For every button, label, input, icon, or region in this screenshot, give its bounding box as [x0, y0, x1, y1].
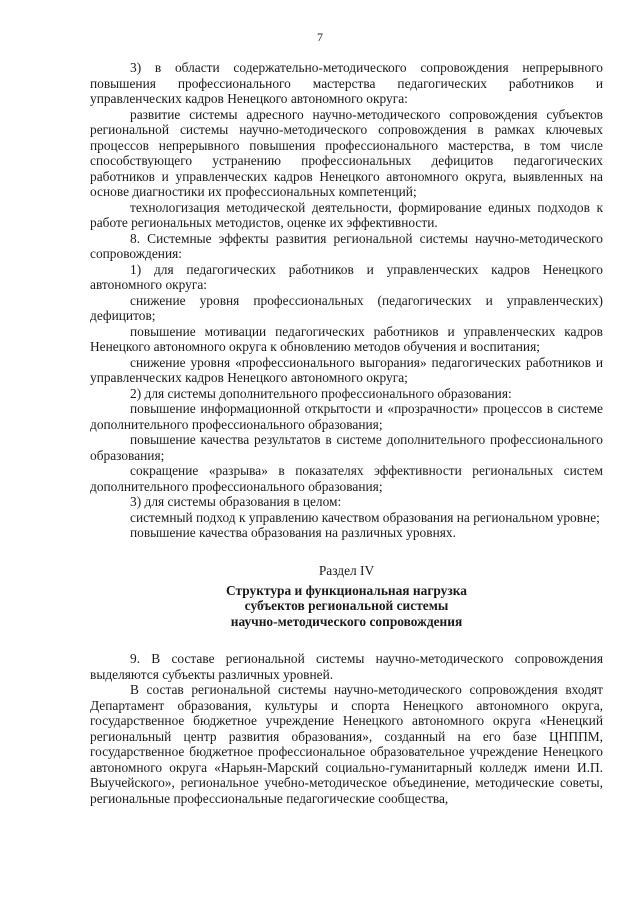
- paragraph: снижение уровня «профессионального выгорания» педагогических работников и управленческих кадров Ненецкого автономного округа;: [90, 354, 603, 385]
- section-label: Раздел IV: [318, 562, 375, 578]
- paragraph: В состав региональной системы научно-методического сопровождения входят Департамент образования, культуры и спорта Ненецкого автономного округа, государственное бюджетное учреждение Ненецкого автономного округа «Ненецкий региональный центр развития образования», созданный на его базе ЦНППМ, государственное бюджетное профессиональное образовательное учреждение Ненецкого автономного округа «Нарьян-Марский социально-гуманитарный колледж имени И.П. Выучейского», региональное учебно-методическое объединение, методические советы, региональные профессиональные педагогические сообщества,: [90, 682, 603, 806]
- paragraph: 2) для системы дополнительного профессионального образования:: [130, 385, 512, 401]
- paragraph: сокращение «разрыва» в показателях эффективности региональных систем дополнительного профессионального образования;: [90, 463, 603, 494]
- paragraph: снижение уровня профессиональных (педагогических и управленческих) дефицитов;: [90, 292, 603, 323]
- paragraph: повышение информационной открытости и «прозрачности» процессов в системе дополнительного профессионального образования;: [90, 401, 603, 432]
- section-body: [90, 651, 603, 806]
- paragraph: 3) в области содержательно-методического сопровождения непрерывного повышения профессионального мастерства педагогических работников и управленческих кадров Ненецкого автономного округа:: [90, 60, 603, 106]
- section-title-line: субъектов региональной системы: [244, 598, 449, 613]
- paragraph: повышение мотивации педагогических работников и управленческих кадров Ненецкого автономного округа к обновлению методов обучения и воспитания;: [90, 323, 603, 354]
- paragraph: технологизация методической деятельности, формирование единых подходов к работе региональных методистов, оценке их эффективности.: [90, 199, 603, 230]
- section-title-line: научно-методического сопровождения: [230, 613, 463, 629]
- paragraph: системный подход к управлению качеством образования на региональном уровне;: [130, 509, 600, 525]
- section-heading: [90, 563, 603, 630]
- paragraph: 1) для педагогических работников и управленческих кадров Ненецкого автономного округа:: [90, 261, 603, 292]
- paragraph: 3) для системы образования в целом:: [130, 494, 342, 509]
- paragraph: повышение качества результатов в системе дополнительного профессионального образования;: [90, 432, 603, 463]
- document-body: [90, 60, 603, 806]
- paragraph: 8. Системные эффекты развития региональной системы научно-методического сопровождения:: [90, 230, 603, 261]
- page-number: 7: [317, 30, 323, 44]
- section-title-line: Структура и функциональная нагрузка: [226, 582, 467, 598]
- paragraph: повышение качества образования на различных уровнях.: [130, 525, 456, 540]
- paragraph: развитие системы адресного научно-методического сопровождения субъектов региональной системы научно-методического сопровождения в рамках ключевых процессов непрерывного повышения профессионального мастерства, в том числе способствующего устранению профессиональных дефицитов педагогических работников и управленческих кадров Ненецкого автономного округа, выявленных на основе диагностики их профессиональных компетенций;: [90, 106, 603, 199]
- paragraph: 9. В составе региональной системы научно-методического сопровождения выделяются субъекты различных уровней.: [90, 651, 603, 682]
